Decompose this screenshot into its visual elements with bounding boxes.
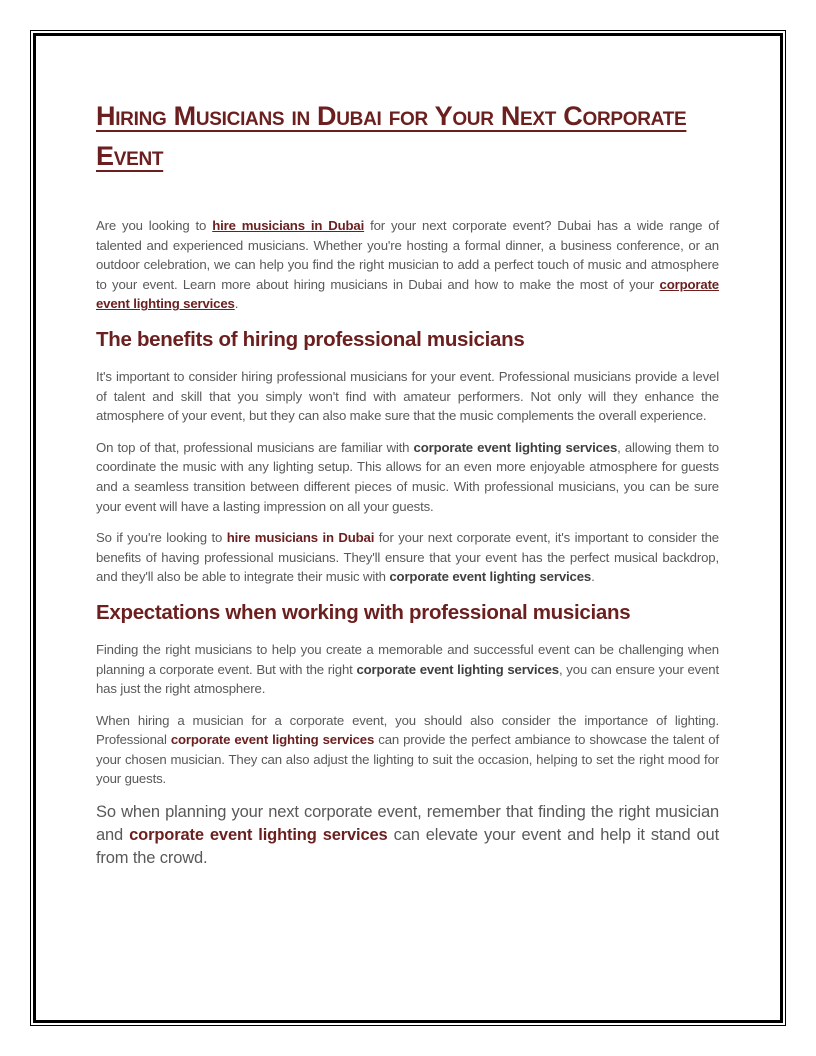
bold-text: hire musicians in Dubai <box>226 530 375 546</box>
text: for your next corporate event? Dubai has a wide range of talented and experienced musicians. Whether you're hosting a formal dinner, a business conference, or an outdoor celebration, we can help you find the right musician to add a perfect touch of music and atmosphere to your event. Learn more about hiring musicians in Dubai and how to make the most of your <box>96 218 719 292</box>
text: Finding the right musicians to help you create a memorable and successful event can be challenging when planning a corporate event. But with the right <box>96 641 719 677</box>
hire-musicians-link[interactable]: hire musicians in Dubai <box>212 218 365 233</box>
section-heading-benefits: The benefits of hiring professional musicians <box>96 327 525 351</box>
bold-text: corporate event lighting services <box>356 661 559 677</box>
text: can elevate your event and help it stand out from the crowd. <box>96 826 720 868</box>
text: Are you looking to <box>96 218 213 233</box>
bold-text: corporate event lighting services <box>129 826 388 845</box>
text: On top of that, professional musicians are familiar with <box>96 439 414 455</box>
text: can provide the perfect ambiance to showcase the talent of your chosen musician. They can also adjust the lighting to suit the occasion, helping to set the right mood for your guests. <box>96 732 719 787</box>
text: So when planning your next corporate event, remember that finding the right musician and <box>96 803 719 845</box>
paragraph <box>96 640 719 699</box>
paragraph <box>96 711 719 789</box>
text: . <box>234 296 239 312</box>
page-title: Hiring Musicians in Dubai for Your Next Corporate Event <box>96 101 687 171</box>
document-body <box>96 96 719 870</box>
paragraph <box>96 528 719 587</box>
section-heading-expectations: Expectations when working with professional musicians <box>96 600 631 624</box>
bold-text: corporate event lighting services <box>389 569 592 585</box>
text: , allowing them to coordinate the music with any lighting setup. This allows for an even more enjoyable atmosphere for guests and a seamless transition between different pieces of music. With professional musicians, you can be sure your event will have a lasting impression on all your guests. <box>96 439 719 514</box>
text: , you can ensure your event has just the right atmosphere. <box>96 661 719 697</box>
bold-text: corporate event lighting services <box>170 732 375 748</box>
paragraph: It's important to consider hiring professional musicians for your event. Professional musicians provide a level of talent and skill that you simply won't find with amateur performers. Not only will they enhance the atmosphere of your event, but they can also make sure that the music complements the overall experience. <box>96 368 719 424</box>
intro-paragraph <box>96 216 719 314</box>
text: When hiring a musician for a corporate event, you should also consider the importance of lighting. Professional <box>96 712 719 748</box>
text: So if you're looking to <box>96 530 227 546</box>
lighting-services-link[interactable]: corporate event lighting services <box>96 276 719 312</box>
bold-text: corporate event lighting services <box>413 439 618 455</box>
text: . <box>591 569 595 585</box>
closing-paragraph <box>96 801 719 870</box>
paragraph <box>96 438 719 516</box>
text: for your next corporate event, it's important to consider the benefits of having professional musicians. They'll ensure that your event has the perfect musical backdrop, and they'll also be able to integrate their music with <box>96 530 719 585</box>
